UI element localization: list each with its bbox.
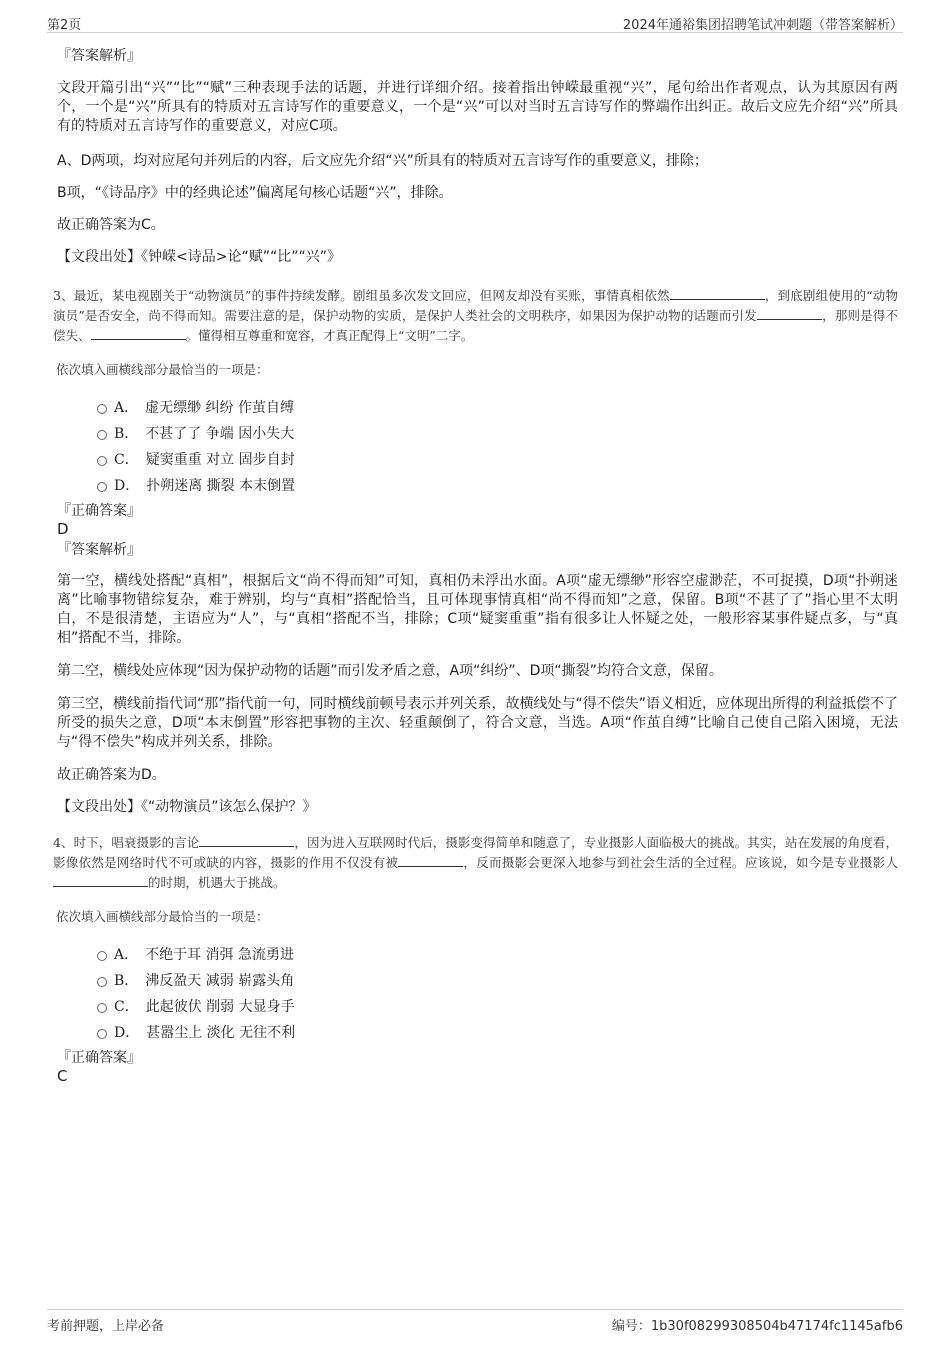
- q4-stem-part-2: ，因为进入互联网时代后，摄影变得简单和随意了，专业摄影人面临极大的挑战。其实，站在发展的角度看，影像依然是网络时代不可或缺的内容，摄影的作用不仅没有被: [53, 835, 898, 870]
- q3-stem-part-4: 。懂得相互尊重和宽容，才真正配得上“文明”二字。: [185, 328, 474, 343]
- q3-option-b[interactable]: [57, 421, 898, 447]
- q4-option-c[interactable]: [57, 994, 898, 1020]
- q3-blank-3: [91, 327, 186, 340]
- q4-option-d-label: D． 甚嚣尘上 淡化 无往不利: [114, 1025, 296, 1041]
- q3-stem-part-1: 3、最近，某电视剧关于“动物演员”的事件持续发酵。剧组虽多次发文回应，但网友却没有买账，事情真相依然: [53, 288, 670, 303]
- q2-analysis-label: 『答案解析』: [57, 48, 141, 64]
- q3-conclusion: 故正确答案为D。: [57, 767, 166, 783]
- footer-slogan: 考前押题，上岸必备: [47, 1319, 165, 1334]
- q4-option-a[interactable]: [57, 942, 898, 968]
- q3-option-a-label: A． 虚无缥缈 纠纷 作茧自缚: [114, 400, 295, 416]
- radio-icon[interactable]: [97, 430, 107, 440]
- q2-analysis-paragraph-1: 文段开篇引出“兴”“比”“赋”三种表现手法的话题，并进行详细介绍。接着指出钟嵘最重视“兴”，尾句给出作者观点，认为其原因有两个，一个是“兴”所具有的特质对五言诗写作的重要意义，一个是“兴”可以对当时五言诗写作的弊端作出纠正。故后文应先介绍“兴”所具有的特质对五言诗写作的重要意义，对应C项。: [57, 80, 898, 134]
- q3-option-d[interactable]: [57, 473, 898, 499]
- radio-icon[interactable]: [97, 977, 107, 987]
- radio-icon[interactable]: [97, 456, 107, 466]
- q3-correct-label: 『正确答案』: [57, 503, 141, 519]
- q3-option-b-label: B． 不甚了了 争端 因小失大: [114, 426, 295, 442]
- document-id: 编号：1b30f08299308504b47174fc1145afb6: [611, 1319, 903, 1334]
- radio-icon[interactable]: [97, 1029, 107, 1039]
- q2-conclusion: 故正确答案为C。: [57, 217, 165, 233]
- q3-stem-part-3: ，那则是得不偿失、: [53, 308, 898, 343]
- q3-blank-1: [670, 287, 765, 300]
- page-content: [53, 46, 899, 1086]
- q4-option-c-label: C． 此起彼伏 削弱 大显身手: [114, 999, 295, 1015]
- q4-option-b-label: B． 沸反盈天 减弱 崭露头角: [114, 973, 295, 989]
- q3-correct-answer: D: [57, 520, 69, 538]
- page-footer: [47, 1309, 903, 1336]
- q2-source: 【文段出处】《钟嵘<诗品>论“赋”“比”“兴”》: [57, 249, 341, 265]
- q4-correct-label: 『正确答案』: [57, 1050, 141, 1066]
- q3-options: [57, 395, 898, 499]
- q3-analysis-label: 『答案解析』: [57, 542, 141, 558]
- q3-stem-part-2: ，到底剧组使用的“动物演员”是否安全，尚不得而知。需要注意的是，保护动物的实质，是保护人类社会的文明秩序，如果因为保护动物的话题而引发: [53, 288, 898, 323]
- q3-stem: [53, 286, 898, 346]
- radio-icon[interactable]: [97, 1003, 107, 1013]
- q3-option-a[interactable]: [57, 395, 898, 421]
- q3-option-d-label: D． 扑朔迷离 撕裂 本末倒置: [114, 478, 296, 494]
- q4-stem: [53, 833, 898, 893]
- q4-option-d[interactable]: [57, 1020, 898, 1046]
- q3-instruction: 依次填入画横线部分最恰当的一项是：: [56, 362, 269, 377]
- q2-analysis-paragraph-2: A、D两项，均对应尾句并列后的内容，后文应先介绍“兴”所具有的特质对五言诗写作的重要意义，排除；: [57, 153, 708, 169]
- q4-stem-part-1: 4、时下，唱衰摄影的言论: [53, 835, 200, 850]
- q4-stem-part-3: ，反而摄影会更深入地参与到社会生活的全过程。应该说，如今是专业摄影人: [463, 855, 898, 870]
- q4-stem-part-4: 的时期，机遇大于挑战。: [148, 875, 286, 890]
- q4-option-b[interactable]: [57, 968, 898, 994]
- q4-options: [57, 942, 898, 1046]
- q3-source: 【文段出处】《“动物演员”该怎么保护？》: [57, 799, 317, 815]
- q4-instruction: 依次填入画横线部分最恰当的一项是：: [56, 909, 269, 924]
- q4-blank-1: [199, 834, 294, 847]
- q4-option-a-label: A． 不绝于耳 消弭 急流勇进: [114, 947, 295, 963]
- q3-analysis-paragraph-3: 第三空，横线前指代词“那”指代前一句，同时横线前顿号表示并列关系，故横线处与“得不偿失”语义相近，应体现出所得的利益抵偿不了所受的损失之意，D项“本末倒置”形容把事物的主次、轻重颠倒了，符合文意，当选。A项“作茧自缚”比喻自己使自己陷入困境，无法与“得不偿失”构成并列关系，排除。: [57, 696, 899, 750]
- q3-analysis-paragraph-1: 第一空，横线处搭配“真相”，根据后文“尚不得而知”可知，真相仍未浮出水面。A项“虚无缥缈”形容空虚渺茫，不可捉摸，D项“扑朔迷离”比喻事物错综复杂，难于辨别，均与“真相”搭配恰当，且可体现事情真相“尚不得而知”之意，保留。B项“不甚了了”指心里不太明白，不是很清楚，主语应为“人”，与“真相”搭配不当，排除；C项“疑窦重重”指有很多让人怀疑之处，一般形容某事件疑点多，与“真相”搭配不当，排除。: [57, 573, 898, 646]
- q2-analysis-paragraph-3: B项，“《诗品序》中的经典论述”偏离尾句核心话题“兴”，排除。: [57, 185, 453, 201]
- radio-icon[interactable]: [97, 404, 107, 414]
- radio-icon[interactable]: [97, 482, 107, 492]
- q4-blank-3: [53, 874, 148, 887]
- q3-blank-2: [757, 307, 822, 320]
- page-number: 第2页: [47, 18, 82, 33]
- q3-option-c[interactable]: [57, 447, 898, 473]
- q4-correct-answer: C: [57, 1067, 68, 1085]
- q3-analysis-paragraph-2: 第二空，横线处应体现“因为保护动物的话题”而引发矛盾之意，A项“纠纷”、D项“撕裂”均符合文意，保留。: [57, 663, 723, 679]
- q4-blank-2: [398, 854, 463, 867]
- radio-icon[interactable]: [97, 951, 107, 961]
- q3-option-c-label: C． 疑窦重重 对立 固步自封: [114, 452, 295, 468]
- page-header: [47, 12, 903, 33]
- document-title: 2024年通裕集团招聘笔试冲刺题（带答案解析）: [622, 18, 903, 33]
